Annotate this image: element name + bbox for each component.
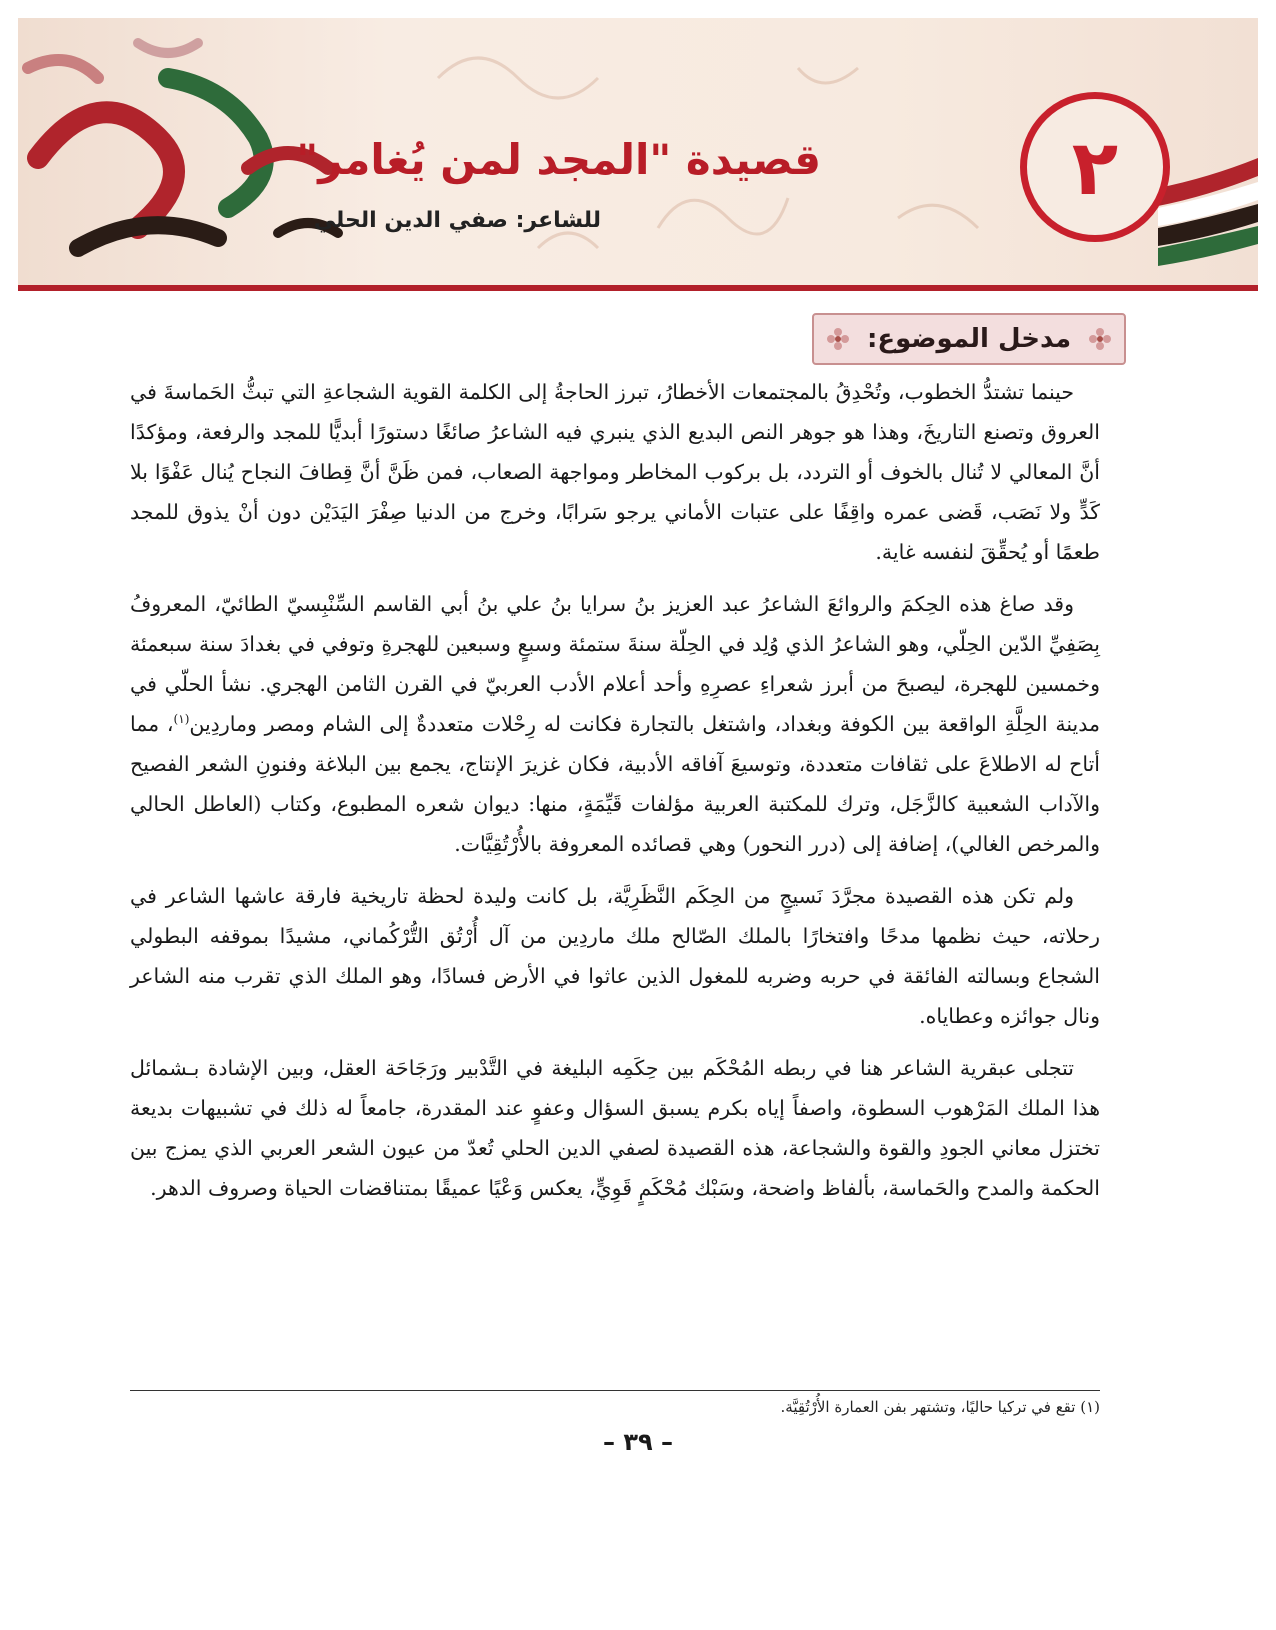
footnote: (١) تقع في تركيا حاليًا، وتشتهر بفن العمارة الأُرْتُقِيَّة.	[780, 1398, 1100, 1416]
paragraph-analysis: تتجلى عبقرية الشاعر هنا في ربطه المُحْكَم بين حِكَمِه البليغة في التَّدْبير ورَجَاحَة العقل، وبين الإشادة بـشمائل هذا الملك المَرْهوب السطوة، واصفاً إياه بكرم يسبق السؤال وعفوٍ عند المقدرة، جامعاً له ذلك في تشبيهات بديعة تختزل معاني الجودِ والقوة والشجاعة، هذه القصيدة لصفي الدين الحلي تُعدّ من عيون الشعر العربي الذي يمزج بين الحكمة والمدح والحَماسة، بألفاظ واضحة، وسَبْك مُحْكَمٍ قَوِيٍّ، يعكس وَعْيًا عميقًا بمتناقضات الحياة وصروف الدهر.	[130, 1056, 1100, 1200]
banner-border	[18, 285, 1258, 291]
paragraph-biography-part2: ، مما أتاح له الاطلاعَ على ثقافات متعددة، وتوسيعَ آفاقه الأدبية، فكان غزيرَ الإنتاج، يجمع بين البلاغة وفنونِ الشعر الفصيح والآداب الشعبية كالزَّجَل، وترك للمكتبة العربية مؤلفات قَيِّمَةٍ، منها: ديوان شعره المطبوع، وكتاب (العاطل الحالي والمرخص الغالي)، إضافة إلى (درر النحور) وهي قصائده المعروفة بالأُرْتُقِيَّات.	[130, 712, 1100, 856]
poet-name: للشاعر: صفي الدين الحلي	[313, 208, 601, 233]
flower-ornament-icon	[1087, 326, 1113, 352]
lesson-number-badge: ٢	[1020, 92, 1170, 242]
body-text	[130, 372, 1100, 1220]
lesson-title: قصيدة "المجد لمن يُغامر"	[296, 135, 821, 184]
footnote-reference[interactable]: (١)	[173, 712, 190, 727]
footnote-divider	[130, 1390, 1100, 1391]
paragraph-intro: حينما تشتدُّ الخطوب، وتُحْدِقُ بالمجتمعات الأخطارُ، تبرز الحاجةُ إلى الكلمة القوية الشجاعةِ التي تبثُّ الحَماسةَ في العروق وتصنع التاريخَ، وهذا هو جوهر النص البديع الذي ينبري فيه الشاعرُ صائغًا دستورًا أبديًّا للمجد والرفعة، ومؤكدًا أنَّ المعالي لا تُنال بالخوف أو التردد، بل بركوب المخاطر ومواجهة الصعاب، فمن ظَنَّ أنَّ قِطافَ النجاح يُنال عَفْوًا بلا كَدٍّ ولا نَصَب، قَضى عمره واقِفًا على عتبات الأماني يرجو سَرابًا، وخرج من الدنيا صِفْرَ اليَدَيْن دون أنْ يذوق للمجد طعمًا أو يُحقِّقَ لنفسه غاية.	[130, 380, 1100, 564]
page-number: – ٣٩ –	[602, 1428, 673, 1456]
paragraph-biography-part1: وقد صاغ هذه الحِكمَ والروائعَ الشاعرُ عبد العزيز بنُ سرايا بنُ علي بنُ أبي القاسم السِّنْبِسيّ الطائيّ، المعروفُ بِصَفِيِّ الدّين الحِلّي، وهو الشاعرُ الذي وُلِد في الحِلّة سنةَ ستمئة وسبعٍ وسبعين للهجرةِ وتوفي في بغدادَ سنة سبعمئة وخمسين للهجرة، ليصبحَ من أبرز شعراءِ عصرِهِ وأحد أعلام الأدب العربيّ في القرن الثامن الهجري. نشأ الحلّي في مدينة الحِلَّةِ الواقعة بين الكوفة وبغداد، واشتغل بالتجارة فكانت له رِحْلات متعددةٌ إلى الشام ومصر وماردِين	[130, 592, 1100, 736]
flower-ornament-icon	[825, 326, 851, 352]
paragraph-occasion: ولم تكن هذه القصيدة مجرَّدَ نَسيجٍ من الحِكَم النَّظَرِيَّة، بل كانت وليدة لحظة تاريخية فارقة عاشها الشاعر في رحلاته، حيث نظمها مدحًا وافتخارًا بالملك الصّالح ملك ماردِين من آل أُرْتُق التُّرْكُماني، مشيدًا بموقفه البطولي الشجاع وبسالته الفائقة في حربه وضربه للمغول الذين عاثوا في الأرض فسادًا، وهو الملك الذي تقرب منه الشاعر ونال جوائزه وعطاياه.	[130, 884, 1100, 1028]
paragraph-biography	[130, 584, 1100, 864]
section-label	[812, 313, 1126, 365]
section-label-text: مدخل الموضوع:	[866, 324, 1072, 354]
